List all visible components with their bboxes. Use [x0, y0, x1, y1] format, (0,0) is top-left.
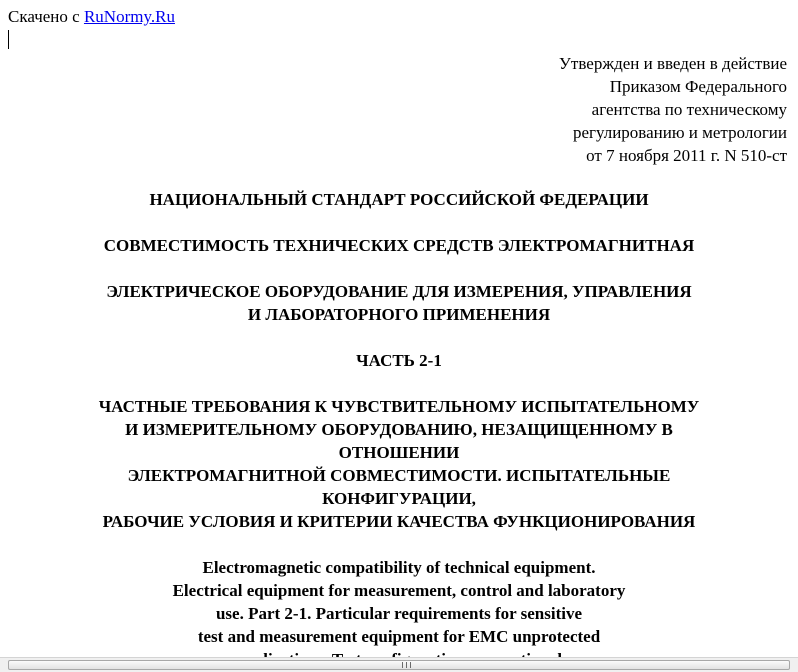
equipment-heading — [0, 280, 798, 326]
heading-line: КОНФИГУРАЦИИ, — [322, 489, 476, 508]
approval-line: агентства по техническому — [591, 100, 787, 119]
english-title-line: test and measurement equipment for EMC unprotected — [197, 627, 601, 646]
heading-line: ЧАСТНЫЕ ТРЕБОВАНИЯ К ЧУВСТВИТЕЛЬНОМУ ИСПЫТАТЕЛЬНОМУ — [98, 397, 700, 416]
approval-line: регулированию и метрологии — [572, 123, 787, 142]
national-standard-heading — [0, 188, 798, 211]
approval-line: от 7 ноября 2011 г. N 510-ст — [586, 146, 787, 165]
english-title-line: Electromagnetic compatibility of technical equipment. — [202, 558, 596, 577]
approval-block — [559, 52, 787, 167]
english-title-line: Electrical equipment for measurement, control and laboratory — [172, 581, 626, 600]
heading-line: ЭЛЕКТРОМАГНИТНОЙ СОВМЕСТИМОСТИ. ИСПЫТАТЕЛЬНЫЕ — [127, 466, 671, 485]
grip-lines-icon — [402, 662, 411, 668]
source-line — [8, 7, 175, 27]
approval-line: Приказом Федерального — [609, 77, 787, 96]
heading-line: СОВМЕСТИМОСТЬ ТЕХНИЧЕСКИХ СРЕДСТВ ЭЛЕКТРОМАГНИТНАЯ — [103, 236, 695, 255]
horizontal-scrollbar[interactable] — [0, 657, 798, 672]
approval-line: Утвержден и введен в действие — [558, 54, 787, 73]
heading-line: И ИЗМЕРИТЕЛЬНОМУ ОБОРУДОВАНИЮ, НЕЗАЩИЩЕННОМУ В — [125, 420, 673, 439]
english-title-line: use. Part 2-1. Particular requirements for sensitive — [215, 604, 583, 623]
part-heading — [0, 349, 798, 372]
scrollbar-thumb[interactable] — [8, 660, 790, 670]
heading-line: ЭЛЕКТРИЧЕСКОЕ ОБОРУДОВАНИЕ ДЛЯ ИЗМЕРЕНИЯ, УПРАВЛЕНИЯ — [106, 282, 692, 301]
compatibility-heading — [0, 234, 798, 257]
requirements-heading — [0, 395, 798, 533]
heading-line: И ЛАБОРАТОРНОГО ПРИМЕНЕНИЯ — [247, 305, 551, 324]
heading-line: ЧАСТЬ 2-1 — [356, 351, 442, 370]
source-link[interactable]: RuNormy.Ru — [83, 7, 175, 26]
source-prefix: Скачено с — [8, 7, 80, 26]
heading-line: ОТНОШЕНИИ — [338, 443, 460, 462]
heading-line: НАЦИОНАЛЬНЫЙ СТАНДАРТ РОССИЙСКОЙ ФЕДЕРАЦИИ — [149, 190, 649, 209]
english-title — [0, 556, 798, 671]
heading-line: РАБОЧИЕ УСЛОВИЯ И КРИТЕРИИ КАЧЕСТВА ФУНКЦИОНИРОВАНИЯ — [102, 512, 696, 531]
text-cursor — [8, 30, 9, 49]
